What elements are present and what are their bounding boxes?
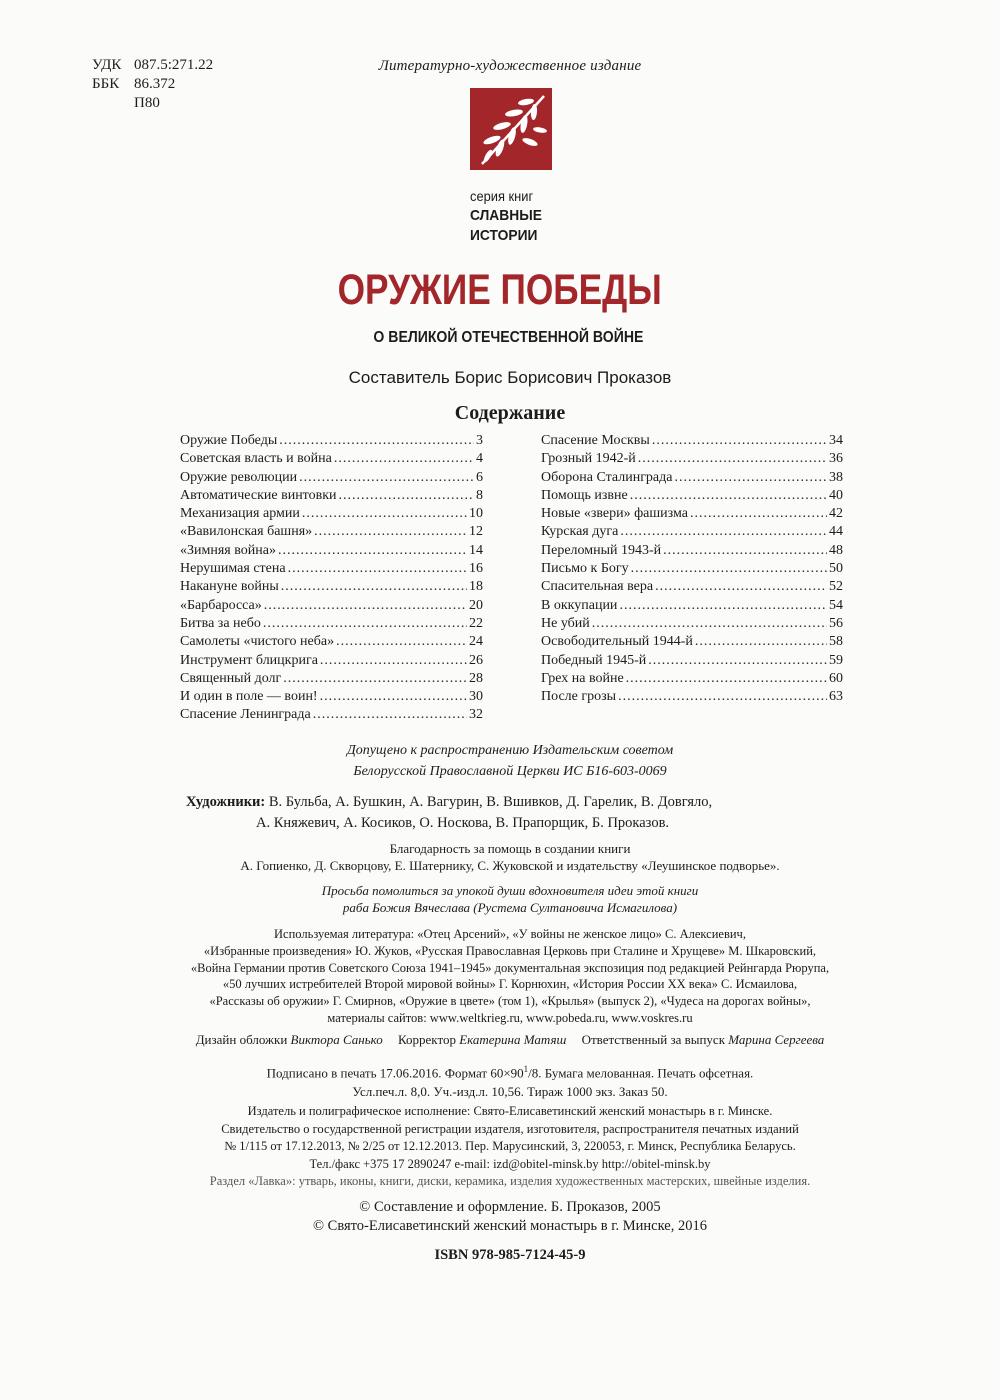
- toc-item[interactable]: «Барбаросса» ..... 20: [180, 597, 483, 615]
- toc-item[interactable]: Помощь извне ..... 40: [541, 487, 843, 505]
- toc-item[interactable]: Советская власть и война ..... 4: [180, 450, 483, 468]
- toc-item[interactable]: Оружие Победы ..... 3: [180, 432, 483, 450]
- toc-item[interactable]: Грех на войне ..... 60: [541, 670, 843, 688]
- toc-item[interactable]: Освободительный 1944-й ..... 58: [541, 633, 843, 651]
- toc-item[interactable]: В оккупации ..... 54: [541, 597, 843, 615]
- toc-item[interactable]: Самолеты «чистого неба» ..... 24: [180, 633, 483, 651]
- series-logo: [470, 88, 552, 170]
- book-title: ОРУЖИЕ ПОБЕДЫ: [337, 266, 663, 314]
- toc-item[interactable]: «Зимняя война» ..... 14: [180, 542, 483, 560]
- toc-item[interactable]: Спасение Ленинграда ..... 32: [180, 706, 483, 724]
- compiler: Составитель Борис Борисович Проказов: [348, 368, 672, 387]
- toc-item[interactable]: Спасение Москвы ..... 34: [541, 432, 843, 450]
- toc-item[interactable]: Победный 1945-й ..... 59: [541, 652, 843, 670]
- olive-branch-icon: [470, 88, 552, 170]
- book-subtitle: О ВЕЛИКОЙ ОТЕЧЕСТВЕННОЙ ВОЙНЕ: [373, 329, 643, 346]
- author-code: П80: [134, 95, 160, 111]
- toc-item[interactable]: Спасительная вера ..... 52: [541, 578, 843, 596]
- toc-item[interactable]: «Вавилонская башня» ..... 12: [180, 523, 483, 541]
- toc-item[interactable]: Нерушимая стена ..... 16: [180, 560, 483, 578]
- literature-list: Используемая литература: «Отец Арсений», «У войны не женское лицо» С. Алексиевич, «Избранные произведения» Ю. Жуков, «Русская Православная Церковь при Сталине и Хрущеве» М. Шкаровский, «Война Германии против Советского Союза 1941–1945» документальная экспозиция под редакцией Рейнгарда Рюрупа, «50 лучших истребителей Второй мировой войны» Г. Корнюхин, «История России XX века» С. Исмаилова, «Рассказы об оружии» Г. Смирнов, «Оружие в цвете» (том 1), «Крылья» (выпуск 2), «Чудеса на дорогах войны», материалы сайтов: www.weltkrieg.ru, www.pobeda.ru, www.voskres.ru: [190, 927, 830, 1025]
- toc-item[interactable]: И один в поле — воин! ..... 30: [180, 688, 483, 706]
- edition-type: Литературно-художественное издание: [378, 58, 642, 74]
- toc-item[interactable]: Оборона Сталинграда ..... 38: [541, 469, 843, 487]
- credits: Дизайн обложки Виктора Санько Корректор Екатерина Матяш Ответственный за выпуск Марина Сергеева: [195, 1032, 825, 1047]
- bbk-row: ББК 86.372: [92, 76, 176, 92]
- artists: Художники: В. Бульба, А. Бушкин, А. Вагурин, В. Вшивков, Д. Гарелик, В. Довгяло, А. Княжевич, А. Косиков, О. Носкова, В. Прапорщик, Б. Проказов.: [186, 794, 713, 831]
- acknowledgements: Благодарность за помощь в создании книги А. Гопиенко, Д. Скворцову, Е. Шатернику, С. Жуковской и издательству «Леушинское подворье».: [240, 841, 780, 873]
- toc-right-column: [541, 432, 843, 706]
- udk-row: УДК 087.5:271.22: [92, 57, 214, 73]
- toc-item[interactable]: Новые «звери» фашизма ..... 42: [541, 505, 843, 523]
- isbn: ISBN 978-985-7124-45-9: [434, 1247, 586, 1263]
- toc-item[interactable]: Переломный 1943-й ..... 48: [541, 542, 843, 560]
- toc-item[interactable]: Письмо к Богу ..... 50: [541, 560, 843, 578]
- approval-note: Допущено к распространению Издательским советом Белорусской Православной Церкви ИС Б16-603-0069: [346, 743, 674, 779]
- print-info: Подписано в печать 17.06.2016. Формат $60\times 90^1/8$. Бумага мелованная. Печать офсетная. Усл.печ.л. 8,0. Уч.-изд.л. 10,56. Тираж 1000 экз. Заказ 50.: [266, 1064, 754, 1100]
- toc-item[interactable]: Накануне войны ..... 18: [180, 578, 483, 596]
- toc-item[interactable]: Механизация армии ..... 10: [180, 505, 483, 523]
- toc-item[interactable]: Битва за небо ..... 22: [180, 615, 483, 633]
- toc-heading: Содержание: [454, 402, 566, 424]
- toc-item[interactable]: Инструмент блицкрига ..... 26: [180, 652, 483, 670]
- toc-item[interactable]: Автоматические винтовки ..... 8: [180, 487, 483, 505]
- toc-item[interactable]: Курская дуга ..... 44: [541, 523, 843, 541]
- toc-item[interactable]: Оружие революции ..... 6: [180, 469, 483, 487]
- prayer-request: Просьба помолиться за упокой души вдохновителя идеи этой книги раба Божия Вячеслава (Рустема Султановича Исмагилова): [321, 883, 699, 915]
- toc-left-column: [180, 432, 483, 725]
- toc-item[interactable]: После грозы ..... 63: [541, 688, 843, 706]
- publisher-info: Издатель и полиграфическое исполнение: Свято-Елисаветинский женский монастырь в г. Минске. Свидетельство о государственной регистрации издателя, изготовителя, распространителя печатных изданий № 1/115 от 17.12.2013, № 2/25 от 12.12.2013. Пер. Марусинский, 3, 220053, г. Минск, Республика Беларусь. Тел./факс +375 17 2890247 e-mail: izd@obitel-minsk.by http://obitel-minsk.by Раздел «Лавка»: утварь, иконы, книги, диски, керамика, изделия художественных мастерских, швейные изделия.: [209, 1104, 811, 1189]
- toc-item[interactable]: Грозный 1942-й ..... 36: [541, 450, 843, 468]
- series-name: серия книг СЛАВНЫЕ ИСТОРИИ: [470, 188, 542, 244]
- toc-item[interactable]: Священный долг ..... 28: [180, 670, 483, 688]
- toc-item[interactable]: Не убий ..... 56: [541, 615, 843, 633]
- copyright: © Составление и оформление. Б. Проказов, 2005 © Свято-Елисаветинский женский монастырь в г. Минске, 2016: [313, 1199, 707, 1234]
